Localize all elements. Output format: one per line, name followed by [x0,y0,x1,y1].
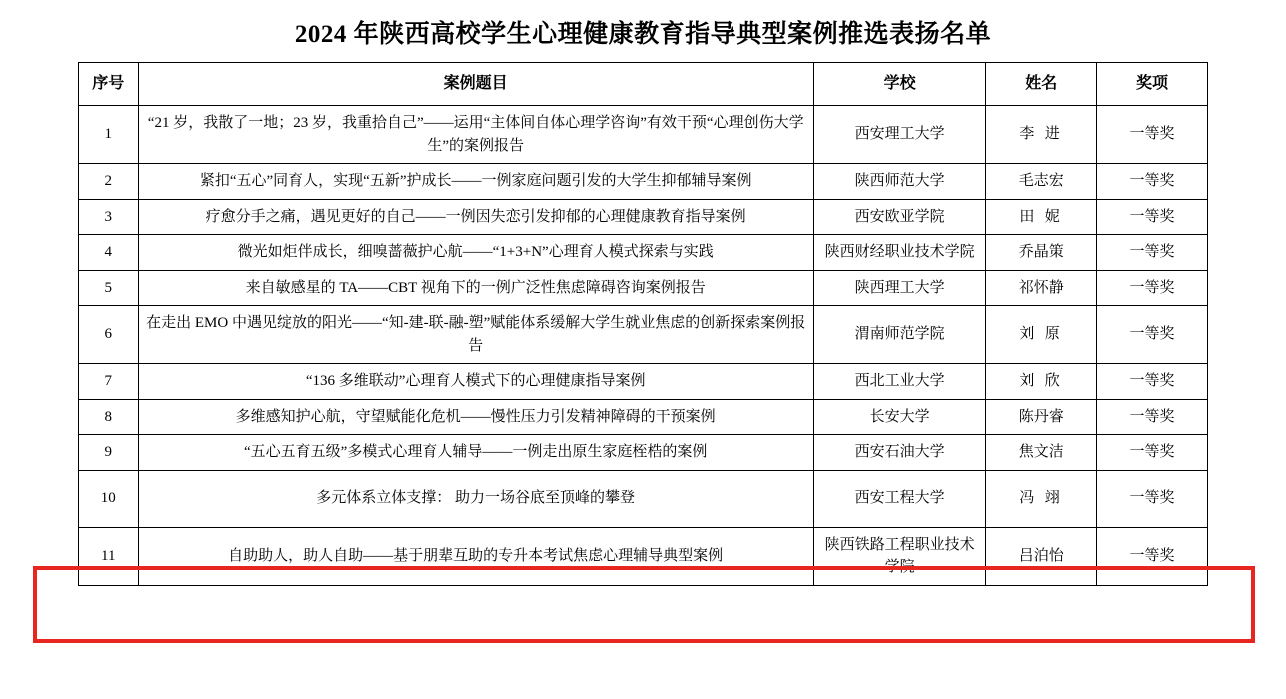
table-row [79,199,1208,235]
table-body [79,106,1208,586]
cell-name: 吕泊怡 [986,527,1097,585]
cell-no: 9 [79,435,139,471]
cell-case-title: “21 岁，我散了一地；23 岁，我重拾自己”——运用“主体间自体心理学咨询”有效干预“心理创伤大学生”的案例报告 [138,106,813,164]
cell-school: 陕西理工大学 [813,270,985,306]
column-header-no: 序号 [79,63,139,106]
column-header-school: 学校 [813,63,985,106]
cell-school: 西安理工大学 [813,106,985,164]
cell-no: 6 [79,306,139,364]
cell-school: 陕西师范大学 [813,164,985,200]
cell-name: 毛志宏 [986,164,1097,200]
cell-award: 一等奖 [1097,364,1208,400]
column-header-name: 姓名 [986,63,1097,106]
cell-award: 一等奖 [1097,270,1208,306]
award-table-container [78,62,1208,586]
cell-award: 一等奖 [1097,106,1208,164]
cell-case-title: “五心五育五级”多模式心理育人辅导——一例走出原生家庭桎梏的案例 [138,435,813,471]
cell-no: 1 [79,106,139,164]
cell-award: 一等奖 [1097,306,1208,364]
cell-award: 一等奖 [1097,435,1208,471]
cell-name: 刘 原 [986,306,1097,364]
cell-school: 西北工业大学 [813,364,985,400]
column-header-award: 奖项 [1097,63,1208,106]
cell-award: 一等奖 [1097,199,1208,235]
cell-name: 陈丹睿 [986,399,1097,435]
table-header [79,63,1208,106]
table-row [79,435,1208,471]
cell-no: 11 [79,527,139,585]
cell-no: 10 [79,470,139,527]
column-header-case-title: 案例题目 [138,63,813,106]
table-row [79,164,1208,200]
table-row [79,306,1208,364]
table-row-highlighted [79,470,1208,527]
cell-case-title: 自助助人，助人自助——基于朋辈互助的专升本考试焦虑心理辅导典型案例 [138,527,813,585]
cell-school: 长安大学 [813,399,985,435]
cell-case-title: 多元体系立体支撑： 助力一场谷底至顶峰的攀登 [138,470,813,527]
cell-name: 刘 欣 [986,364,1097,400]
cell-name: 田 妮 [986,199,1097,235]
cell-case-title: 来自敏感星的 TA——CBT 视角下的一例广泛性焦虑障碍咨询案例报告 [138,270,813,306]
cell-school: 西安欧亚学院 [813,199,985,235]
cell-school: 渭南师范学院 [813,306,985,364]
cell-no: 2 [79,164,139,200]
cell-name: 祁怀静 [986,270,1097,306]
cell-award: 一等奖 [1097,470,1208,527]
page-title: 2024 年陕西高校学生心理健康教育指导典型案例推选表扬名单 [294,21,992,48]
cell-case-title: 紧扣“五心”同育人，实现“五新”护成长——一例家庭问题引发的大学生抑郁辅导案例 [138,164,813,200]
table-row [79,106,1208,164]
cell-award: 一等奖 [1097,164,1208,200]
cell-school: 陕西铁路工程职业技术学院 [813,527,985,585]
table-row [79,235,1208,271]
cell-name: 乔晶策 [986,235,1097,271]
cell-case-title: 在走出 EMO 中遇见绽放的阳光——“知-建-联-融-塑”赋能体系缓解大学生就业焦虑的创新探索案例报告 [138,306,813,364]
cell-school: 西安工程大学 [813,470,985,527]
table-row [79,364,1208,400]
cell-case-title: 微光如炬伴成长，细嗅蔷薇护心航——“1+3+N”心理育人模式探索与实践 [138,235,813,271]
cell-award: 一等奖 [1097,527,1208,585]
cell-name: 李 进 [986,106,1097,164]
cell-name: 冯 翊 [986,470,1097,527]
cell-case-title: “136 多维联动”心理育人模式下的心理健康指导案例 [138,364,813,400]
cell-no: 4 [79,235,139,271]
table-row [79,527,1208,585]
cell-award: 一等奖 [1097,399,1208,435]
cell-school: 西安石油大学 [813,435,985,471]
cell-name: 焦文洁 [986,435,1097,471]
cell-case-title: 疗愈分手之痛，遇见更好的自己——一例因失恋引发抑郁的心理健康教育指导案例 [138,199,813,235]
award-list-table [78,62,1208,586]
cell-no: 5 [79,270,139,306]
cell-no: 7 [79,364,139,400]
table-header-row [79,63,1208,106]
table-row [79,270,1208,306]
cell-no: 8 [79,399,139,435]
table-row [79,399,1208,435]
cell-case-title: 多维感知护心航，守望赋能化危机——慢性压力引发精神障碍的干预案例 [138,399,813,435]
cell-award: 一等奖 [1097,235,1208,271]
cell-no: 3 [79,199,139,235]
cell-school: 陕西财经职业技术学院 [813,235,985,271]
